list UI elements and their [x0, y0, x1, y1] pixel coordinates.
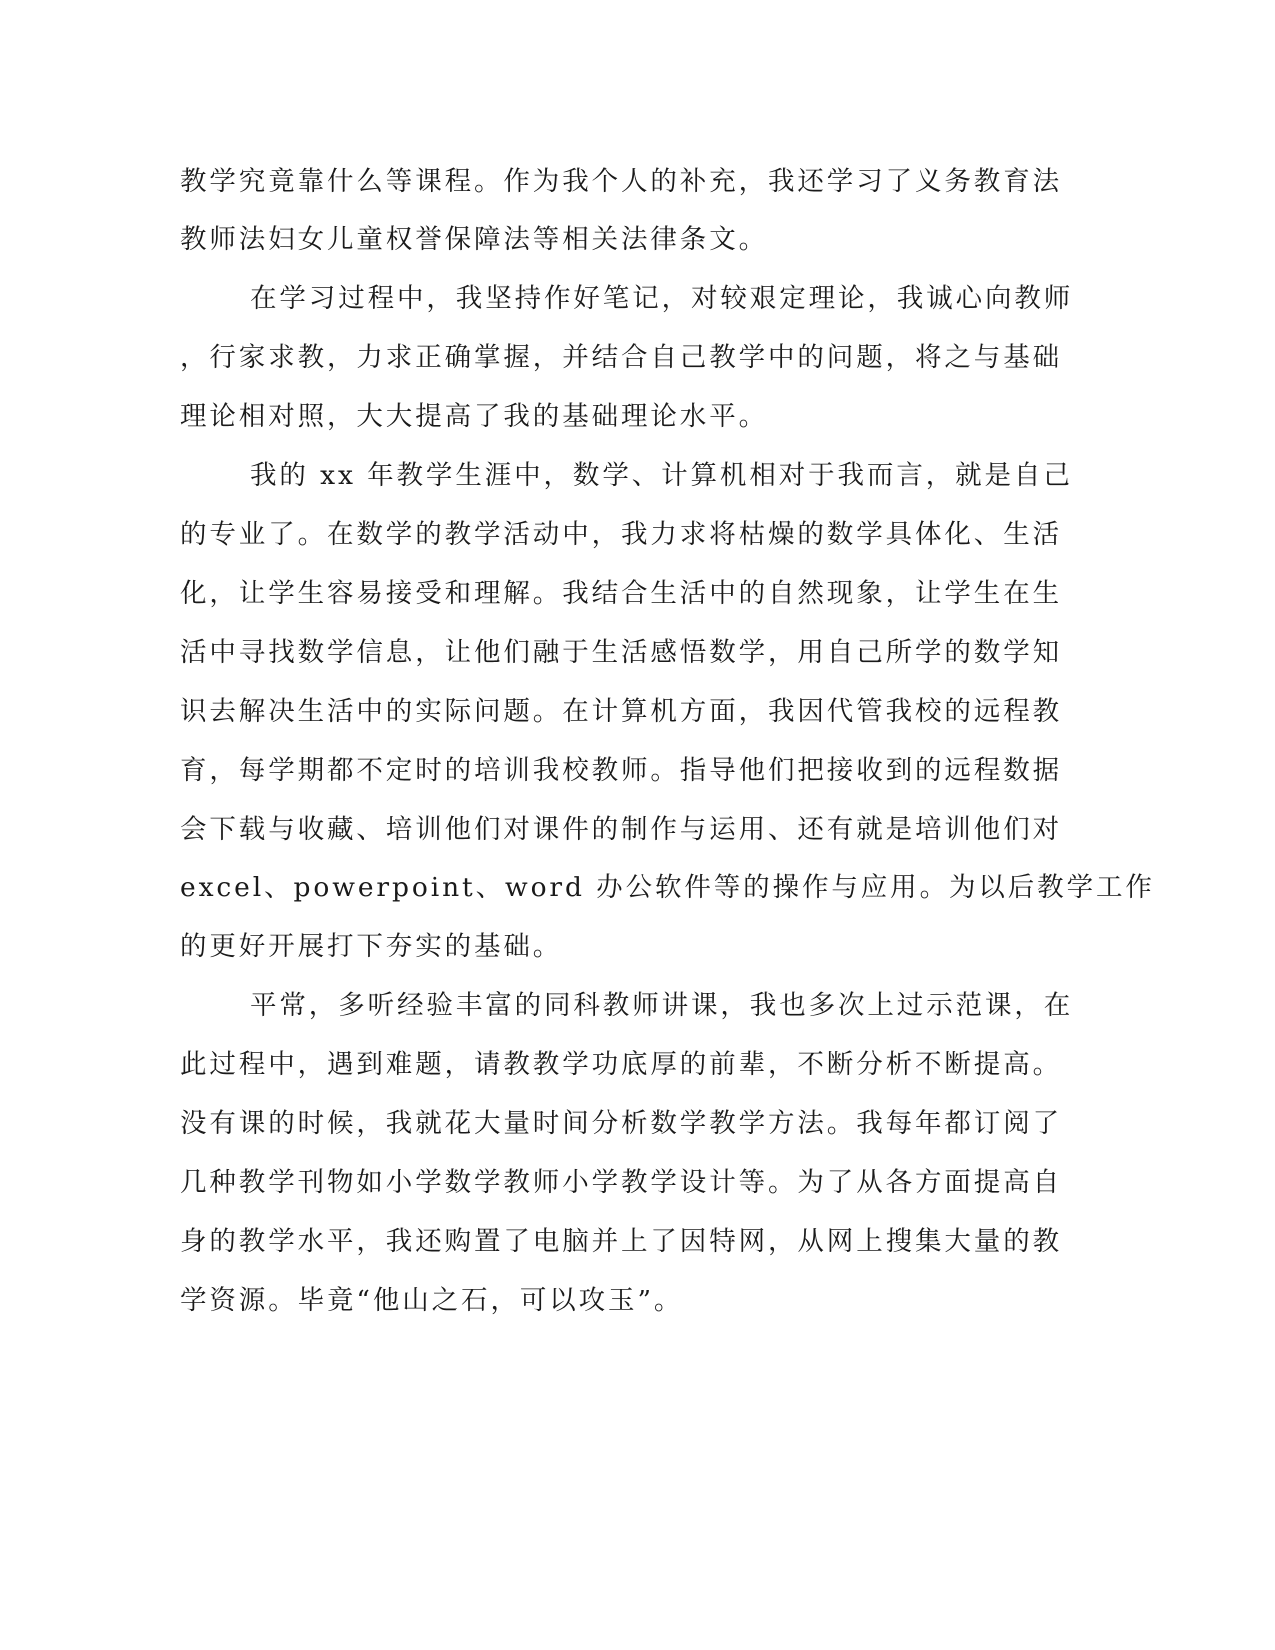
text-line: 没有课的时候，我就花大量时间分析数学教学方法。我每年都订阅了 — [180, 1108, 1062, 1139]
paragraph-first-line: 在学习过程中，我坚持作好笔记，对较艰定理论，我诚心向教师 — [250, 283, 1074, 314]
text-line: 的专业了。在数学的教学活动中，我力求将枯燥的数学具体化、生活 — [180, 519, 1062, 550]
text-line: 教师法妇女儿童权誉保障法等相关法律条文。 — [180, 224, 768, 255]
text-line: 理论相对照，大大提高了我的基础理论水平。 — [180, 401, 768, 432]
text-line: 的更好开展打下夯实的基础。 — [180, 931, 563, 962]
text-line: excel、powerpoint、word 办公软件等的操作与应用。为以后教学工作 — [180, 872, 1155, 903]
text-line: 育，每学期都不定时的培训我校教师。指导他们把接收到的远程数据 — [180, 755, 1062, 786]
text-line: 识去解决生活中的实际问题。在计算机方面，我因代管我校的远程教 — [180, 696, 1062, 727]
paragraph-first-line: 我的 xx 年教学生涯中，数学、计算机相对于我而言，就是自己 — [250, 460, 1073, 491]
paragraph-first-line: 平常，多听经验丰富的同科教师讲课，我也多次上过示范课，在 — [250, 990, 1074, 1021]
text-line: 教学究竟靠什么等课程。作为我个人的补充，我还学习了义务教育法 — [180, 166, 1062, 197]
text-line: 几种教学刊物如小学数学教师小学教学设计等。为了从各方面提高自 — [180, 1167, 1062, 1198]
text-line: 学资源。毕竟“他山之石，可以攻玉”。 — [180, 1285, 684, 1316]
text-line: 身的教学水平，我还购置了电脑并上了因特网，从网上搜集大量的教 — [180, 1226, 1062, 1257]
text-line: 化，让学生容易接受和理解。我结合生活中的自然现象，让学生在生 — [180, 578, 1062, 609]
text-line: 会下载与收藏、培训他们对课件的制作与运用、还有就是培训他们对 — [180, 814, 1062, 845]
text-line: 此过程中，遇到难题，请教教学功底厚的前辈，不断分析不断提高。 — [180, 1049, 1062, 1080]
text-line: ，行家求教，力求正确掌握，并结合自己教学中的问题，将之与基础 — [180, 342, 1062, 373]
text-line: 活中寻找数学信息，让他们融于生活感悟数学，用自己所学的数学知 — [180, 637, 1062, 668]
